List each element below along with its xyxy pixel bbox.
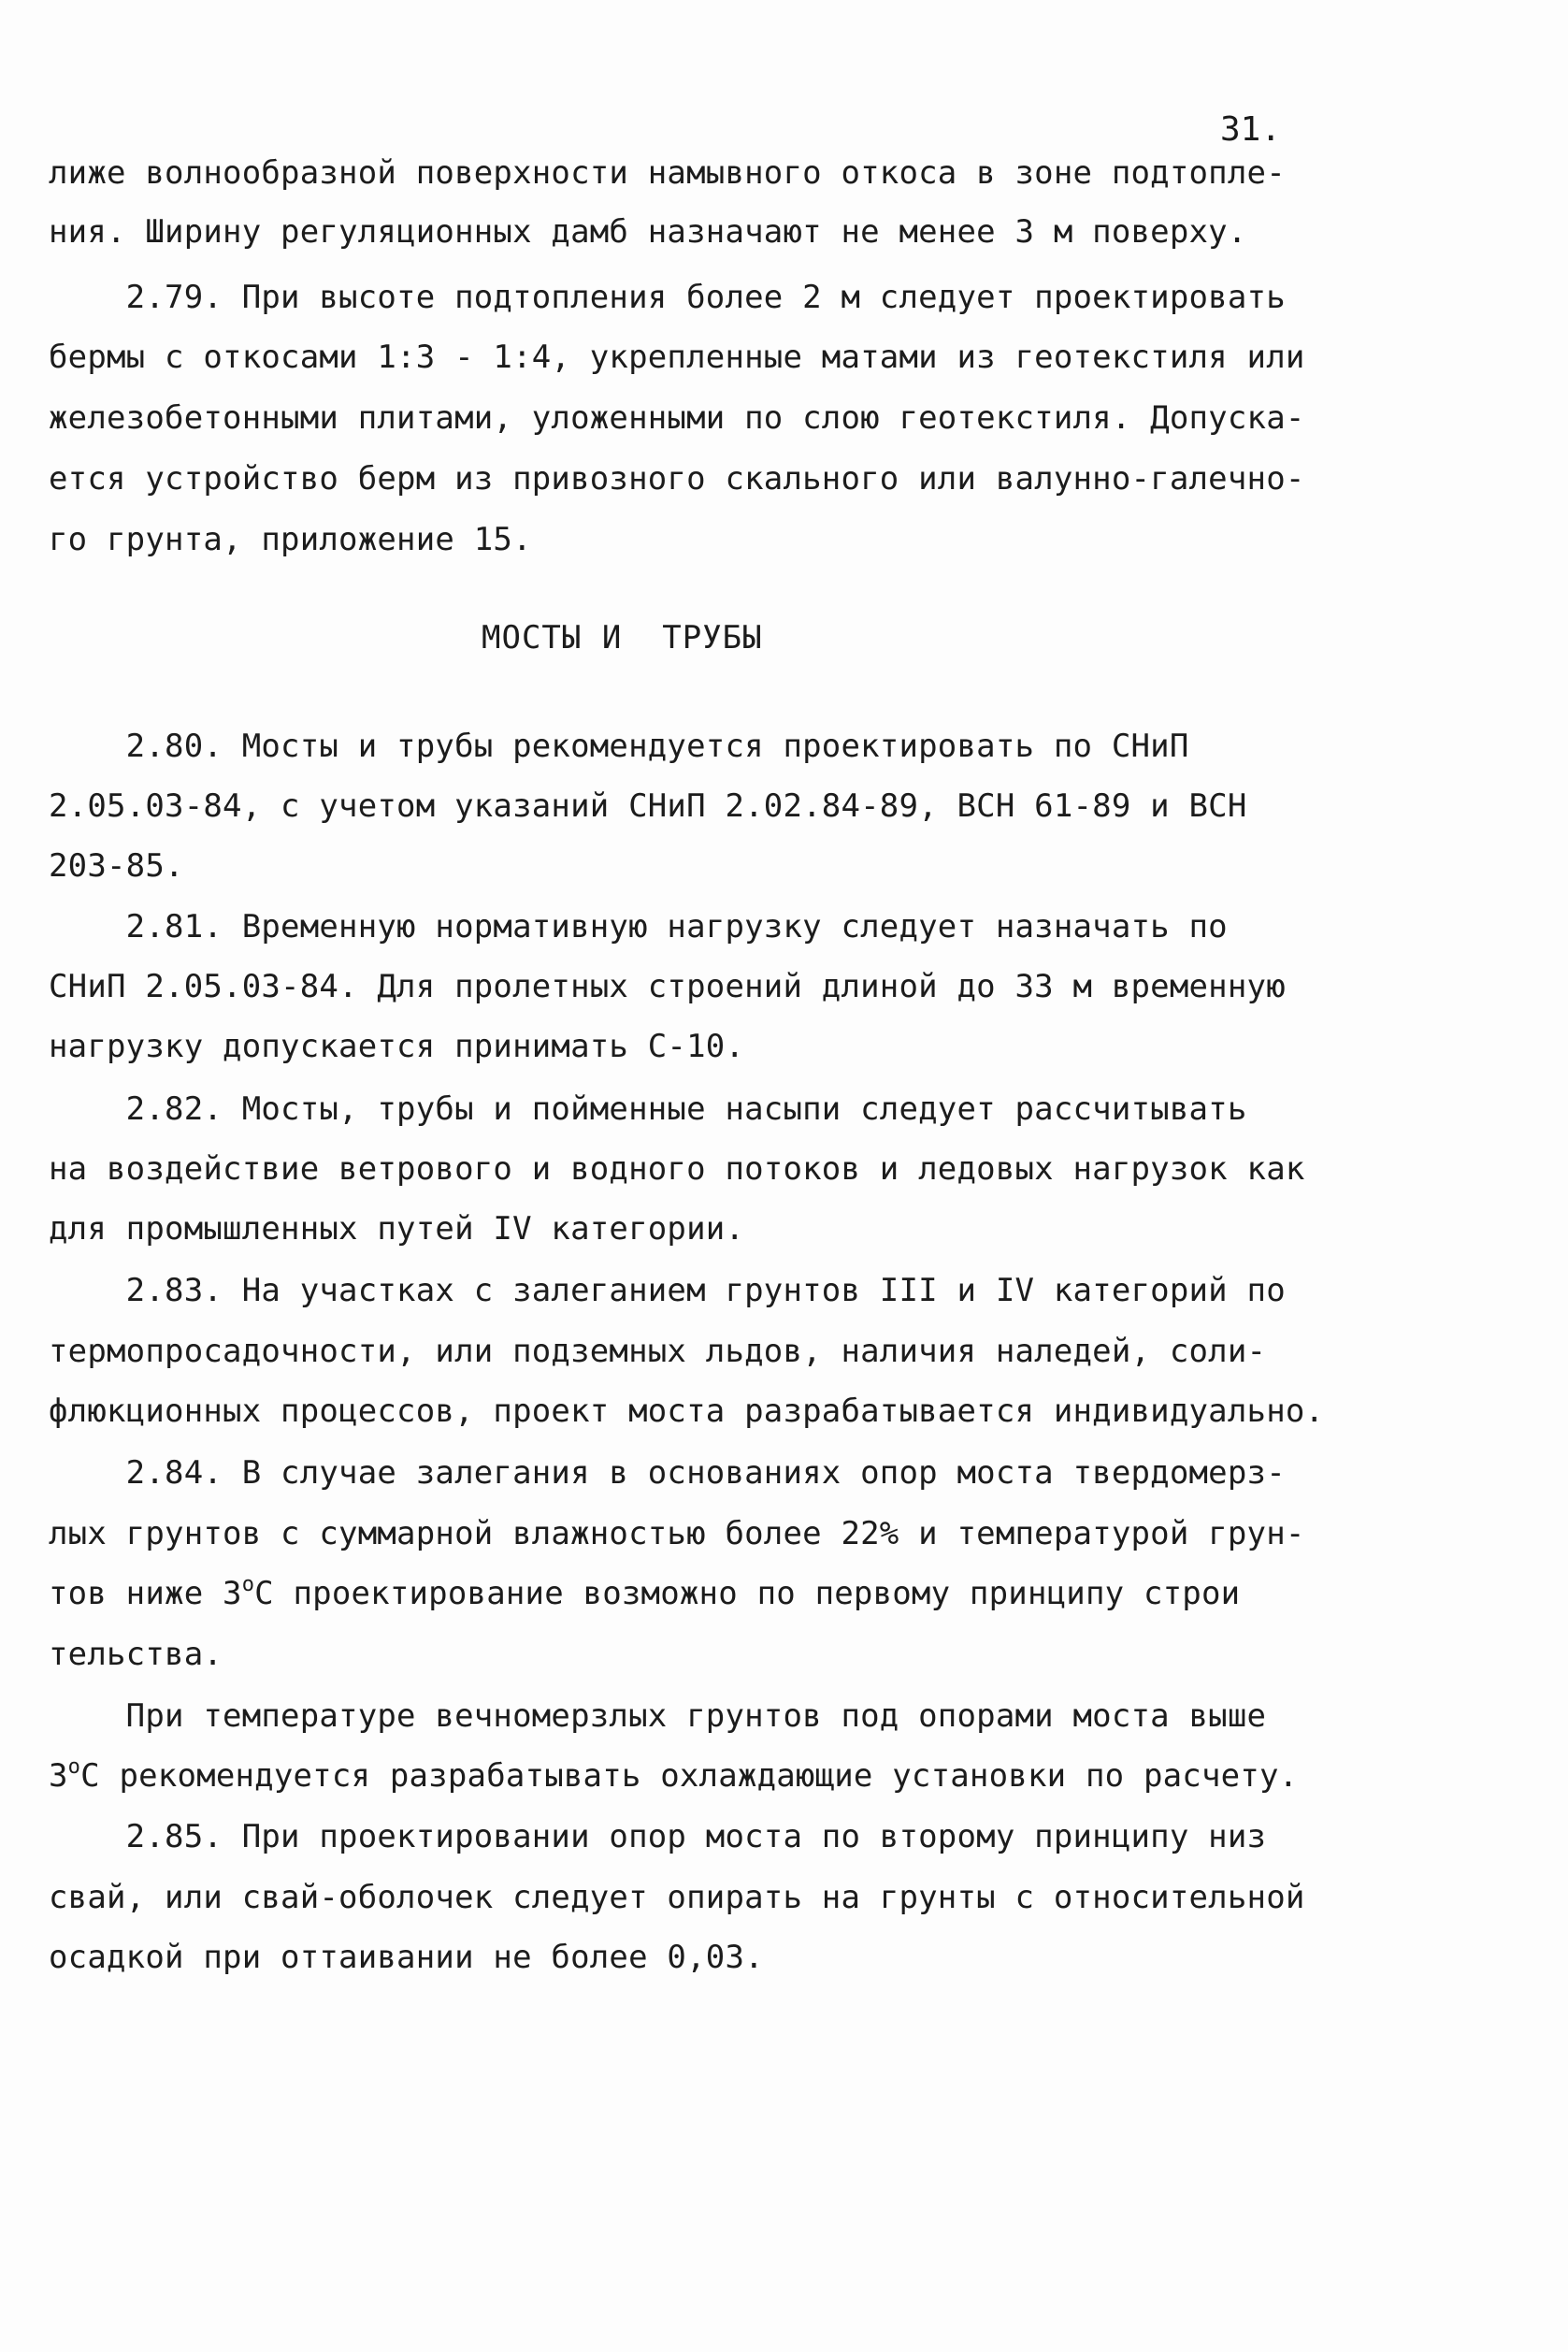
text-line: флюкционных процессов, проект моста разрабатывается индивидуально. <box>49 1392 1325 1430</box>
text-line: 2.80. Мосты и трубы рекомендуется проектировать по СНиП <box>49 728 1189 765</box>
section-heading: МОСТЫ И ТРУБЫ <box>482 619 763 657</box>
text-line: железобетонными плитами, уложенными по слою геотекстиля. Допуска- <box>49 399 1305 437</box>
text-line: 203-85. <box>49 847 184 885</box>
text-line: тельства. <box>49 1636 223 1673</box>
text-segment: C проектирование возможно по первому принципу строи <box>254 1575 1241 1612</box>
text-line: 2.05.03-84, с учетом указаний СНиП 2.02.84-89, ВСН 61-89 и ВСН <box>49 787 1247 825</box>
text-line: лиже волнообразной поверхности намывного откоса в зоне подтопле- <box>49 154 1286 192</box>
page-number: 31. <box>1220 110 1282 149</box>
text-line: 2.81. Временную нормативную нагрузку следует назначать по <box>49 908 1228 945</box>
text-line: бермы с откосами 1:3 - 1:4, укрепленные матами из геотекстиля или <box>49 339 1305 376</box>
text-segment: тов ниже 3 <box>49 1575 242 1612</box>
text-line: 2.83. На участках с залеганием грунтов III и IV категорий по <box>49 1272 1286 1309</box>
text-line: свай, или свай-оболочек следует опирать на грунты с относительной <box>49 1879 1305 1916</box>
text-line: лых грунтов с суммарной влажностью более 22% и температурой грун- <box>49 1515 1305 1552</box>
text-line: ется устройство берм из привозного скального или валунно-галечно- <box>49 460 1305 498</box>
text-line: нагрузку допускается принимать С-10. <box>49 1028 745 1065</box>
text-line: 2.85. При проектировании опор моста по второму принципу низ <box>49 1818 1267 1855</box>
text-line <box>49 1757 1298 1795</box>
degree-superscript: о <box>241 1573 255 1596</box>
text-segment: 3 <box>49 1757 68 1795</box>
text-line: 2.84. В случае залегания в основаниях опор моста твердомерз- <box>49 1454 1286 1492</box>
text-line: При температуре вечномерзлых грунтов под опорами моста выше <box>49 1697 1267 1735</box>
text-line: осадкой при оттаивании не более 0,03. <box>49 1939 764 1976</box>
text-line: термопросадочности, или подземных льдов, наличия наледей, соли- <box>49 1333 1267 1370</box>
degree-superscript: о <box>67 1755 81 1779</box>
text-line <box>49 1575 1240 1612</box>
text-segment: C рекомендуется разрабатывать охлаждающие установки по расчету. <box>80 1757 1299 1795</box>
text-line: для промышленных путей IV категории. <box>49 1210 745 1248</box>
text-line: на воздействие ветрового и водного потоков и ледовых нагрузок как <box>49 1150 1305 1188</box>
text-line: 2.82. Мосты, трубы и пойменные насыпи следует рассчитывать <box>49 1090 1247 1128</box>
text-line: СНиП 2.05.03-84. Для пролетных строений длиной до 33 м временную <box>49 968 1286 1005</box>
text-line: 2.79. При высоте подтопления более 2 м следует проектировать <box>49 279 1286 316</box>
text-line: го грунта, приложение 15. <box>49 521 532 558</box>
text-line: ния. Ширину регуляционных дамб назначают не менее 3 м поверху. <box>49 213 1247 251</box>
